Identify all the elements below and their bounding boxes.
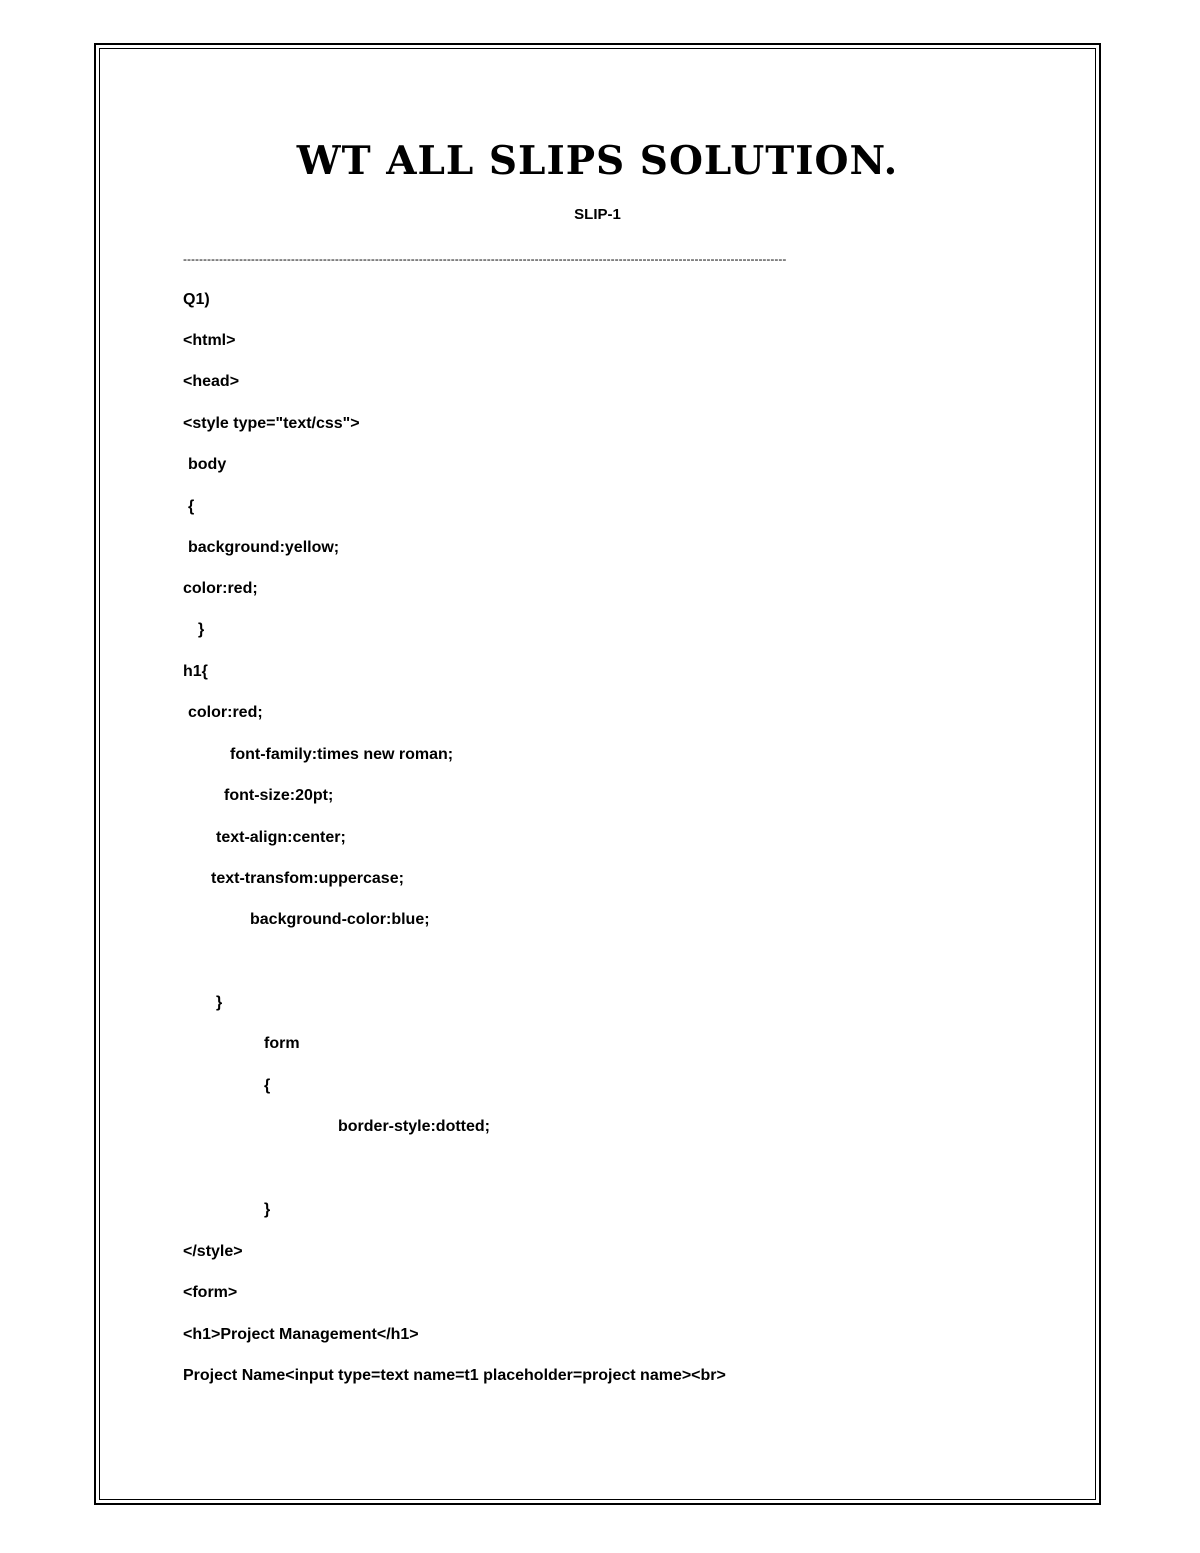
code-line: border-style:dotted; <box>338 1118 490 1135</box>
code-line: { <box>264 1077 271 1094</box>
code-line: Q1) <box>183 291 210 308</box>
code-line: <head> <box>183 373 240 390</box>
code-line: <h1>Project Management</h1> <box>183 1326 419 1343</box>
code-line: body <box>188 456 227 473</box>
code-line: </style> <box>183 1243 243 1260</box>
code-line: <form> <box>183 1284 238 1301</box>
code-line: font-family:times new roman; <box>230 746 454 763</box>
code-line: <html> <box>183 332 236 349</box>
code-line: text-transfom:uppercase; <box>211 870 404 887</box>
code-line: } <box>264 1201 271 1218</box>
code-line: background-color:blue; <box>250 911 430 928</box>
code-line: color:red; <box>188 704 263 721</box>
code-line: } <box>198 621 205 638</box>
dashed-divider: ------------------------------------------------------------------------------------------------------------------------------------------------------- <box>183 252 787 266</box>
code-line: } <box>216 994 223 1011</box>
code-line: form <box>264 1035 300 1052</box>
code-line: <style type="text/css"> <box>183 415 360 432</box>
code-line: h1{ <box>183 663 208 680</box>
code-line: { <box>188 498 195 515</box>
code-line: text-align:center; <box>216 829 346 846</box>
code-line: Project Name<input type=text name=t1 placeholder=project name><br> <box>183 1367 726 1384</box>
slip-label: SLIP-1 <box>574 206 621 223</box>
code-line: font-size:20pt; <box>224 787 334 804</box>
code-line: background:yellow; <box>188 539 340 556</box>
document-title: WT ALL SLIPS SOLUTION. <box>296 138 899 184</box>
code-line: color:red; <box>183 580 258 597</box>
